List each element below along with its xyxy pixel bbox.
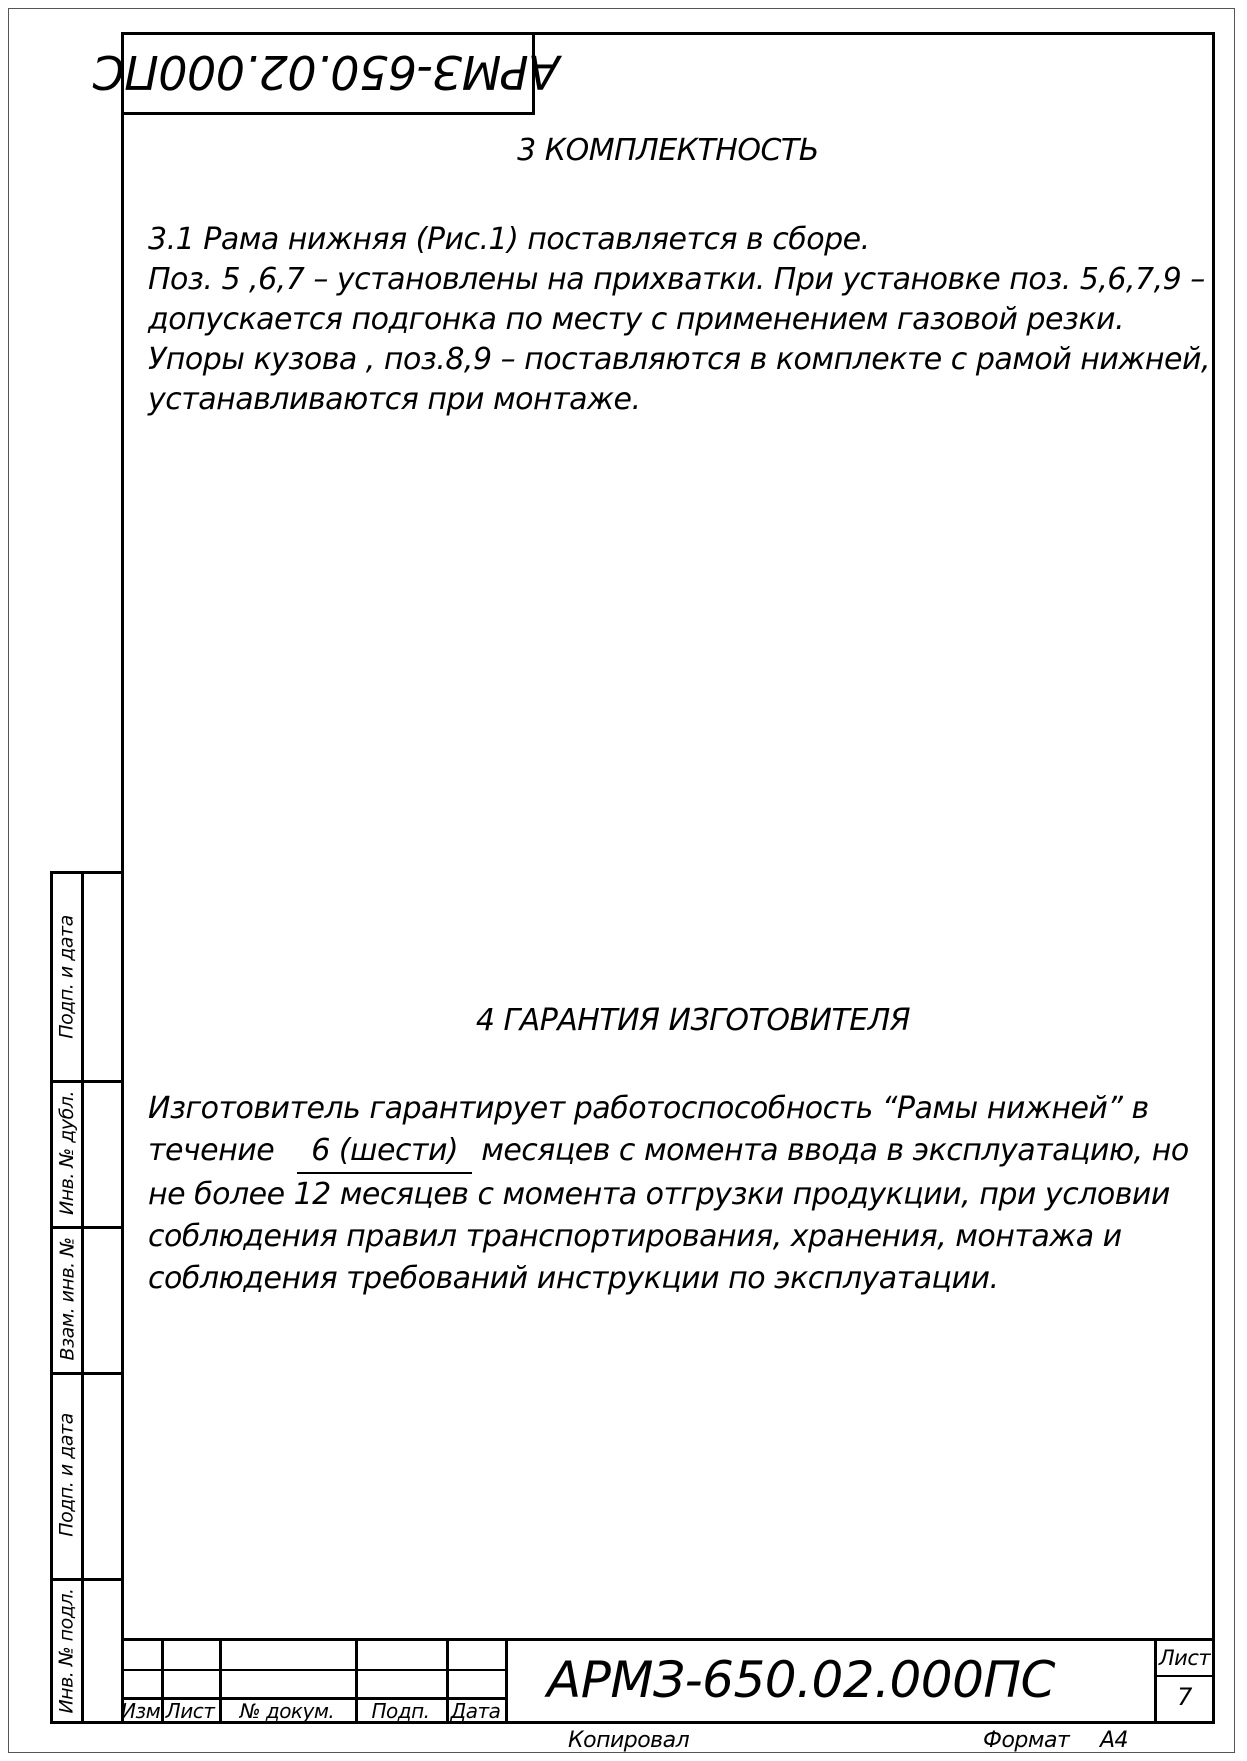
section-3-line-4: Упоры кузова , поз.8,9 – поставляются в комплекте с рамой нижней, [148, 342, 1211, 377]
tb-col-izm: Изм. [121, 1699, 167, 1723]
section-3-heading: 3 КОМПЛЕКТНОСТЬ [517, 133, 819, 168]
side-strip-divider [81, 874, 84, 1721]
tb-designation: АРМЗ-650.02.000ПС [547, 1651, 1055, 1709]
tb-col-date: Дата [450, 1699, 501, 1723]
side-label-1: Подп. и дата [56, 915, 78, 1039]
section-4-body [148, 1088, 1188, 1300]
footer-format-value: А4 [1100, 1728, 1129, 1753]
tb-col-doc: № докум. [239, 1699, 335, 1723]
tb-col-sign: Подп. [371, 1699, 430, 1723]
section-4-heading: 4 ГАРАНТИЯ ИЗГОТОВИТЕЛЯ [475, 1003, 911, 1038]
document-code-stamp [93, 32, 560, 115]
section-3-line-3: допускается подгонка по месту с применением газовой резки. [148, 302, 1125, 337]
section-4-line-2-suffix: месяцев с момента ввода в эксплуатацию, но [481, 1133, 1189, 1168]
warranty-period-blank: 6 (шести) [297, 1130, 472, 1174]
section-4-line-2-prefix: течение [148, 1133, 275, 1168]
tb-row-line [1154, 1675, 1215, 1677]
tb-col-list: Лист [165, 1699, 215, 1723]
tb-sheet-label: Лист [1158, 1646, 1211, 1670]
section-3-body [148, 220, 1211, 420]
side-label-4: Подп. и дата [56, 1413, 78, 1537]
tb-sheet-number: 7 [1177, 1683, 1192, 1711]
section-3-line-5: устанавливаются при монтаже. [148, 382, 641, 417]
section-4-line-5: соблюдения требований инструкции по эксплуатации. [148, 1261, 999, 1296]
section-4-line-2 [148, 1130, 1188, 1174]
footer-format-label: Формат [983, 1728, 1070, 1753]
document-code-rotated: АРМЗ-650.02.000ПС [93, 45, 560, 99]
section-4-line-1: Изготовитель гарантирует работоспособность “Рамы нижней” в [148, 1091, 1149, 1126]
side-label-3: Взам. инв. № [56, 1237, 79, 1361]
section-4-line-3: не более 12 месяцев с момента отгрузки продукции, при условии [148, 1177, 1170, 1212]
section-3-line-2: Поз. 5 ,6,7 – установлены на прихватки. При установке поз. 5,6,7,9 – [148, 262, 1205, 297]
title-block [121, 1638, 1215, 1724]
section-3-line-1: 3.1 Рама нижняя (Рис.1) поставляется в сборе. [148, 222, 870, 257]
footer-copied: Копировал [568, 1728, 690, 1753]
tb-row-line [121, 1669, 505, 1671]
section-4-line-4: соблюдения правил транспортирования, хранения, монтажа и [148, 1219, 1122, 1254]
side-stamp-strip [50, 871, 121, 1724]
side-label-2: Инв. № дубл. [56, 1091, 78, 1215]
side-label-5: Инв. № подл. [56, 1588, 78, 1714]
